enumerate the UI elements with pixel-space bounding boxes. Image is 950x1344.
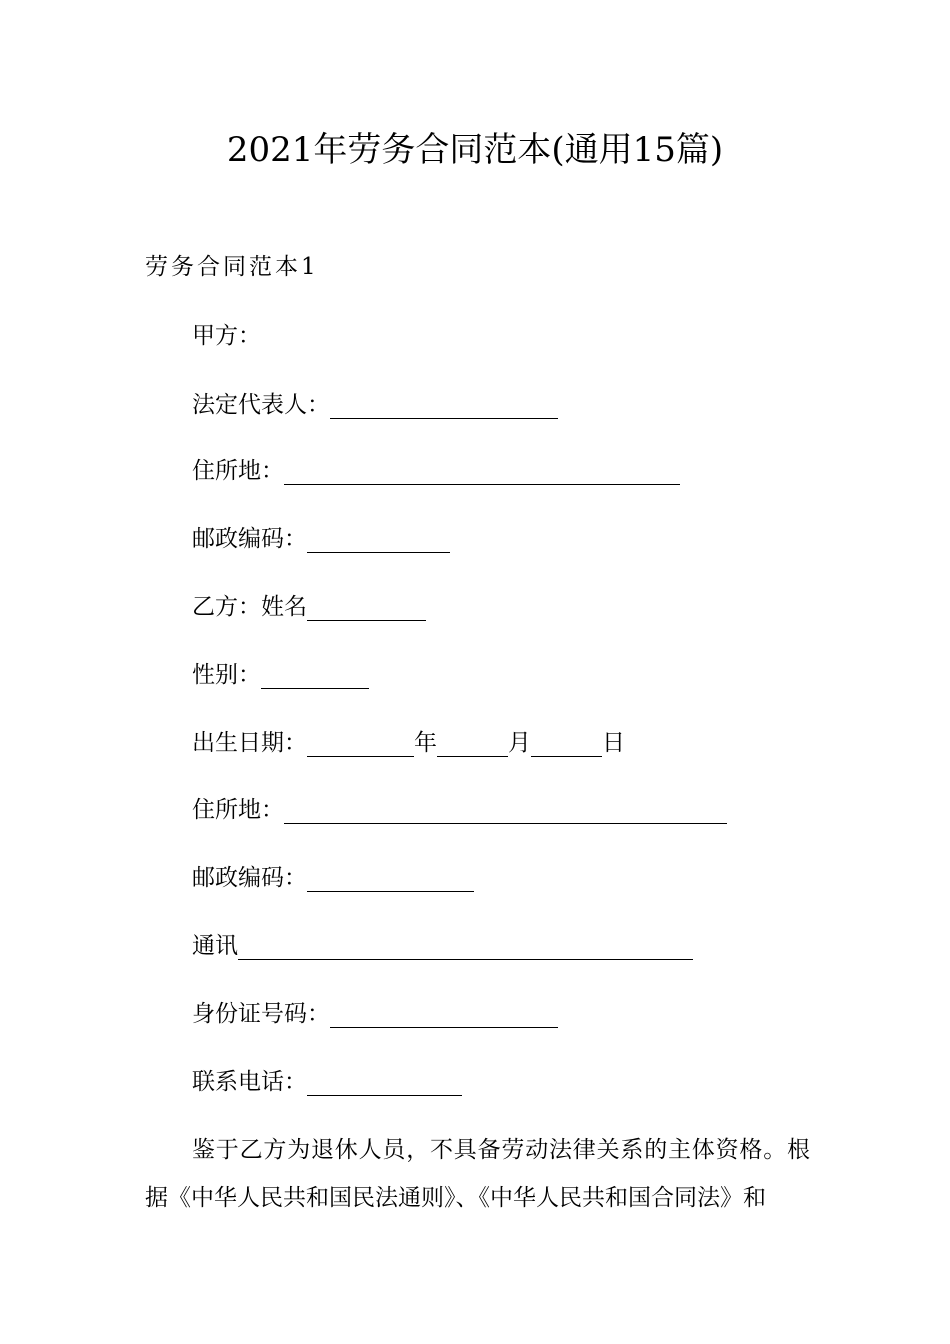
postcode-b-field — [192, 858, 474, 898]
address-field — [192, 926, 693, 966]
party-b-label: 乙方：姓名 — [192, 594, 307, 620]
party-a-field — [192, 316, 261, 356]
birth-date-label: 出生日期： — [192, 730, 307, 756]
legal-rep-field — [192, 385, 558, 425]
residence-b-blank[interactable] — [284, 793, 727, 824]
residence-a-label: 住所地： — [192, 458, 284, 484]
party-b-field — [192, 587, 426, 627]
month-label: 月 — [508, 730, 531, 756]
gender-label: 性别： — [192, 662, 261, 688]
phone-field — [192, 1062, 462, 1102]
phone-blank[interactable] — [307, 1065, 462, 1096]
gender-blank[interactable] — [261, 658, 369, 689]
party-a-label: 甲方： — [192, 323, 261, 349]
id-number-label: 身份证号码： — [192, 1001, 330, 1027]
residence-a-blank[interactable] — [284, 454, 680, 485]
postcode-b-blank[interactable] — [307, 861, 474, 892]
address-blank[interactable] — [238, 929, 693, 960]
body-paragraph: 鉴于乙方为退休人员，不具备劳动法律关系的主体资格。根据《中华人民共和国民法通则》、《中华人民共和国合同法》和 — [145, 1137, 810, 1211]
legal-rep-label: 法定代表人： — [192, 392, 330, 418]
birth-day-blank[interactable] — [531, 726, 602, 757]
birth-date-field — [192, 723, 625, 763]
postcode-a-field — [192, 519, 450, 559]
birth-month-blank[interactable] — [437, 726, 508, 757]
birth-year-blank[interactable] — [307, 726, 414, 757]
gender-field — [192, 655, 369, 695]
party-b-name-blank[interactable] — [307, 590, 426, 621]
year-label: 年 — [414, 730, 437, 756]
residence-b-field — [192, 790, 727, 830]
residence-b-label: 住所地： — [192, 797, 284, 823]
residence-a-field — [192, 451, 680, 491]
section-heading: 劳务合同范本1 — [145, 254, 319, 280]
postcode-b-label: 邮政编码： — [192, 865, 307, 891]
day-label: 日 — [602, 730, 625, 756]
postcode-a-label: 邮政编码： — [192, 526, 307, 552]
postcode-a-blank[interactable] — [307, 522, 450, 553]
phone-label: 联系电话： — [192, 1069, 307, 1095]
address-label: 通讯 — [192, 933, 238, 959]
id-number-field — [192, 994, 558, 1034]
id-number-blank[interactable] — [330, 997, 558, 1028]
legal-rep-blank[interactable] — [330, 388, 558, 419]
document-title: 2021年劳务合同范本(通用15篇) — [226, 130, 724, 170]
